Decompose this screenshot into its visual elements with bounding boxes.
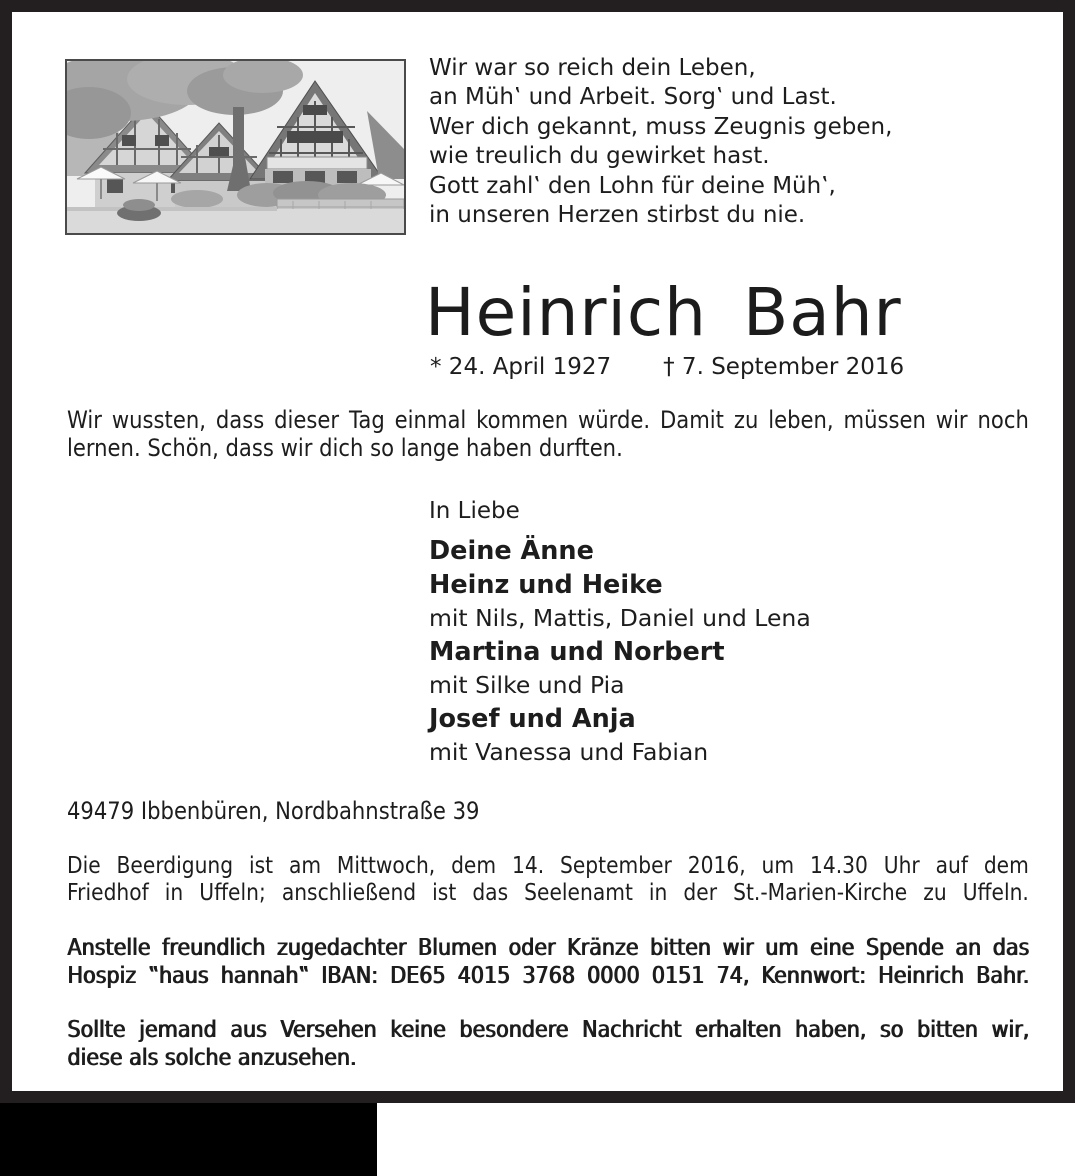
memorial-photo	[65, 59, 406, 235]
poem-line: an Müh‛ und Arbeit. Sorg‛ und Last.	[429, 84, 837, 111]
death-date: † 7. September 2016	[663, 354, 905, 380]
family-list	[429, 535, 811, 770]
life-dates	[430, 354, 904, 380]
donation-request	[67, 933, 1029, 989]
family-member: Heinz und Heike	[429, 569, 663, 600]
funeral-line: Die Beerdigung ist am Mittwoch, dem 14. September 2016, um 14.30 Uhr auf dem	[67, 853, 1029, 879]
deceased-name: Heinrich Bahr	[425, 274, 902, 351]
donation-line: Anstelle freundlich zugedachter Blumen oder Kränze bitten wir um eine Spende an das	[67, 933, 1029, 961]
note-line: Sollte jemand aus Versehen keine besondere Nachricht erhalten haben, so bitten wir,	[67, 1015, 1029, 1043]
poem-line: Wer dich gekannt, muss Zeugnis geben,	[429, 113, 893, 140]
poem-line: Wir war so reich dein Leben,	[429, 55, 756, 81]
salutation: In Liebe	[429, 498, 520, 524]
home-address: 49479 Ibbenbüren, Nordbahnstraße 39	[67, 797, 480, 825]
funeral-details	[67, 853, 1029, 906]
poem-line: Gott zahl‛ den Lohn für deine Müh‛,	[429, 172, 836, 199]
houses-photo-illustration	[67, 61, 404, 233]
intro-line: Wir wussten, dass dieser Tag einmal kommen würde. Damit zu leben, müssen wir noch	[67, 406, 1029, 434]
donation-line: Hospiz ‟haus hannah‟ IBAN: DE65 4015 3768 0000 0151 74, Kennwort: Heinrich Bahr.	[67, 961, 1029, 989]
memorial-poem	[429, 54, 892, 230]
funeral-line: Friedhof in Uffeln; anschließend ist das Seelenamt in der St.-Marien-Kirche zu Uffeln.	[67, 879, 1029, 906]
poem-line: wie treulich du gewirket hast.	[429, 143, 770, 170]
family-member: mit Vanessa und Fabian	[429, 738, 709, 766]
intro-paragraph	[67, 406, 1029, 462]
family-member: mit Silke und Pia	[429, 671, 625, 699]
poem-line: in unseren Herzen stirbst du nie.	[429, 202, 806, 229]
closing-note	[67, 1015, 1029, 1071]
bottom-black-block	[0, 1103, 377, 1176]
intro-line: lernen. Schön, dass wir dich so lange haben durften.	[67, 434, 623, 462]
family-member: Martina und Norbert	[429, 636, 725, 667]
note-line: diese als solche anzusehen.	[67, 1043, 357, 1071]
family-member: Deine Änne	[429, 536, 594, 566]
birth-date: * 24. April 1927	[430, 354, 612, 380]
family-member: mit Nils, Mattis, Daniel und Lena	[429, 604, 811, 632]
family-member: Josef und Anja	[429, 703, 636, 734]
